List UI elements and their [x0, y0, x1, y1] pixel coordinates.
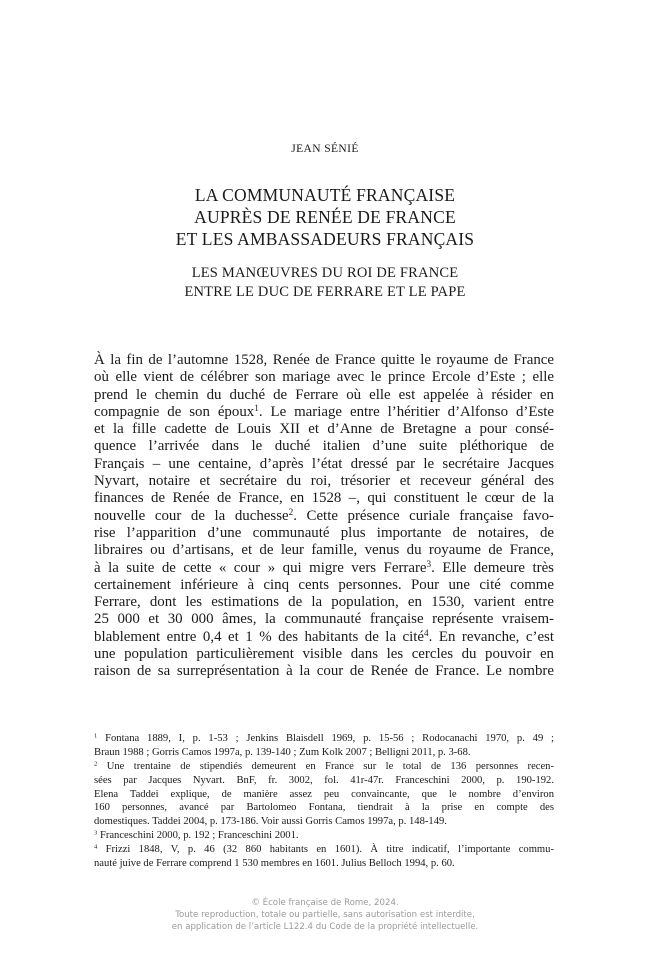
footnote-number: 4 — [94, 843, 98, 851]
footnote-line: nauté juive de Ferrare comprend 1 530 membres en 1601. Julius Belloch 1994, p. 60. — [94, 858, 455, 870]
footnote-2 — [94, 760, 554, 774]
body-text-run: blablement entre 0,4 et 1 % des habitants de la cité — [94, 628, 425, 645]
footnote-line: domestiques. Taddei 2004, p. 173-186. Voir aussi Gorris Camos 1997a, p. 148-149. — [94, 816, 447, 828]
body-line: finances de Renée de France, en 1528 –, qui constituent le cœur de la — [94, 490, 554, 507]
footnote-ref-1[interactable]: 1 — [254, 402, 259, 413]
footnote-line: Braun 1988 ; Gorris Camos 1997a, p. 139-140 ; Zum Kolk 2007 ; Belligni 2011, p. 3-68. — [94, 746, 471, 758]
body-line — [94, 508, 554, 525]
body-text-run: . Le mariage entre l’héritier d’Alfonso d’Este — [258, 403, 554, 420]
footnote-4 — [94, 843, 554, 857]
footnote-text: Frizzi 1848, V, p. 46 (32 860 habitants en 1601). À titre indicatif, l’importante commu- — [105, 844, 554, 856]
body-text — [94, 352, 554, 681]
body-line: et la fille cadette de Louis XII et d’Anne de Bretagne a pour consé- — [94, 421, 554, 438]
footnote-line: 160 personnes, avancé par Bartolomeo Fontana, tiendrait à la prise en compte des — [94, 802, 554, 814]
body-text-run: à la suite de cette « cour » qui migre vers Ferrare — [94, 559, 427, 576]
body-line: certainement inférieure à cinq cents personnes. Pour une cité comme — [94, 576, 554, 593]
body-line: À la fin de l’automne 1528, Renée de France quitte le royaume de France — [94, 352, 554, 368]
body-line: rise l’apparition d’une communauté plus importante de notaires, de — [94, 524, 554, 541]
copyright-footer — [0, 898, 650, 933]
body-line: Nyvart, notaire et secrétaire du roi, trésorier et receveur général des — [94, 473, 554, 490]
footnote-line: Elena Taddei explique, de manière assez peu convaincante, que le nombre d’environ — [94, 788, 554, 800]
footnotes — [94, 732, 554, 871]
footnote-ref-2[interactable]: 2 — [288, 506, 294, 517]
footnote-3 — [94, 829, 554, 843]
footnote-number: 3 — [94, 829, 98, 837]
footnote-text: Franceschini 2000, p. 192 ; Franceschini 2001. — [99, 830, 299, 842]
body-line: une population particulièrement visible dans les cercles du pouvoir en — [94, 646, 554, 663]
body-line: raison de sa surreprésentation à la cour de Renée de France. Le nombre — [94, 663, 554, 680]
copyright-line: en application de l’article L122.4 du Code de la propriété intellectuelle. — [171, 921, 479, 932]
body-line: libraires ou d’artisans, et de leur famille, venus du royaume de France, — [94, 542, 554, 559]
footnote-ref-4[interactable]: 4 — [424, 627, 429, 638]
body-text-run: . En revanche, c’est — [428, 628, 554, 645]
copyright-line: Toute reproduction, totale ou partielle, sans autorisation est interdite, — [175, 909, 475, 920]
article-title — [0, 184, 650, 250]
copyright-line: © École française de Rome, 2024. — [251, 898, 399, 908]
body-line: quence l’arrivée dans le duché italien d’une suite pléthorique de — [94, 438, 554, 455]
body-line: 25 000 et 30 000 âmes, la communauté française représente vraisem- — [94, 611, 554, 628]
footnote-text: Fontana 1889, I, p. 1-53 ; Jenkins Blaisdell 1969, p. 15-56 ; Rodocanachi 1970, p. 49 ; — [105, 733, 554, 744]
body-line — [94, 560, 554, 577]
body-line: prend le chemin du duché de Ferrare où elle est appelée à résider en — [94, 386, 554, 403]
footnote-line: sées par Jacques Nyvart. BnF, fr. 3002, fol. 41r-47r. Franceschini 2000, p. 190-192. — [94, 774, 554, 786]
body-text-run: . Elle demeure très — [431, 559, 554, 576]
body-text-run: nouvelle cour de la duchesse — [94, 507, 289, 524]
title-line: AUPRÈS DE RENÉE DE FRANCE — [194, 207, 456, 227]
footnote-number: 2 — [94, 760, 98, 768]
footnote-ref-3[interactable]: 3 — [426, 558, 432, 569]
body-line — [94, 404, 554, 421]
footnote-number: 1 — [94, 732, 98, 740]
body-line: où elle vient de célébrer son mariage avec le prince Ercole d’Este ; elle — [94, 369, 554, 386]
title-line: ET LES AMBASSADEURS FRANÇAIS — [175, 229, 475, 249]
article-subtitle — [0, 264, 650, 302]
footnote-1 — [94, 732, 554, 746]
body-text-run: compagnie de son époux — [94, 403, 255, 420]
body-line: Français – une centaine, d’après l’état dressé par le secrétaire Jacques — [94, 455, 554, 472]
body-line — [94, 629, 554, 646]
subtitle-line: LES MANŒUVRES DU ROI DE FRANCE — [191, 265, 459, 281]
footnote-text: Une trentaine de stipendiés demeurent en France sur le total de 136 personnes recen- — [106, 760, 554, 772]
author-name: JEAN SÉNIÉ — [291, 143, 359, 155]
body-text-run: . Cette présence curiale française favo- — [293, 507, 554, 524]
subtitle-line: ENTRE LE DUC DE FERRARE ET LE PAPE — [184, 284, 466, 300]
body-line: Ferrare, dont les estimations de la population, en 1530, varient entre — [94, 594, 554, 611]
title-line: LA COMMUNAUTÉ FRANÇAISE — [194, 185, 456, 205]
